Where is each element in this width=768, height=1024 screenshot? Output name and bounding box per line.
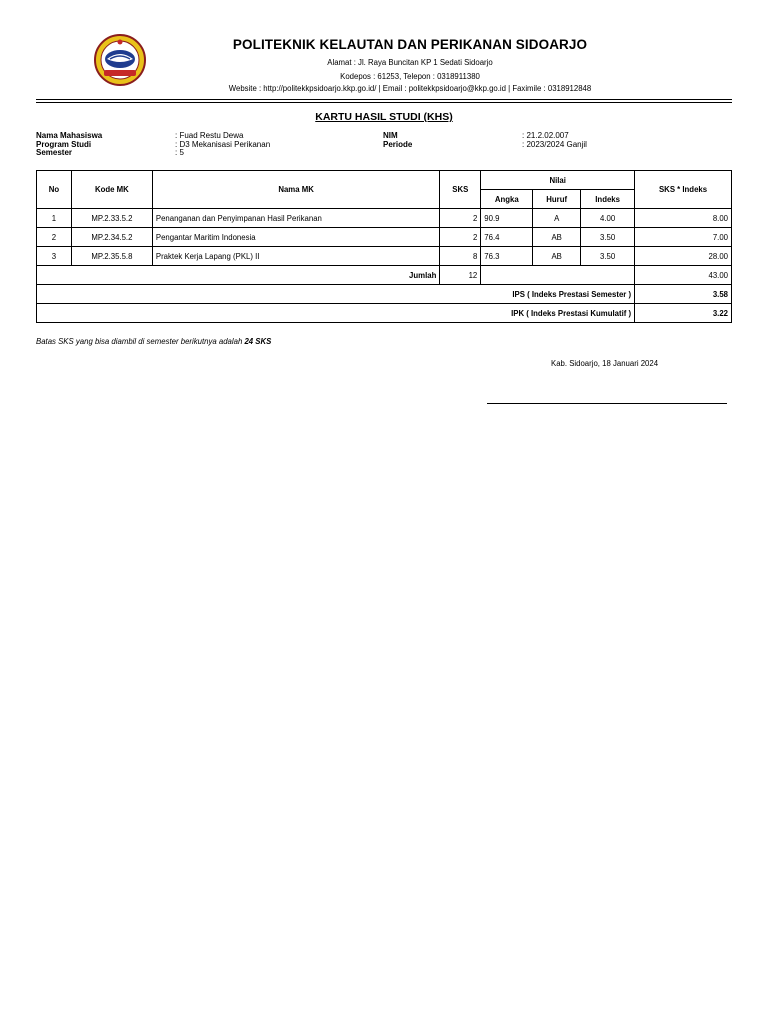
semester-value: : 5 — [175, 148, 184, 157]
header-nilai: Nilai — [481, 171, 635, 190]
cell-sks-indeks: 28.00 — [635, 247, 732, 266]
program-label: Program Studi — [36, 139, 92, 149]
student-info-values-left — [175, 132, 270, 158]
cell-no: 3 — [37, 247, 72, 266]
ips-value: 3.58 — [635, 285, 732, 304]
cell-angka: 76.3 — [481, 247, 533, 266]
header-angka: Angka — [481, 190, 533, 209]
table-header-row — [37, 171, 732, 190]
total-sks-indeks: 43.00 — [635, 266, 732, 285]
cell-huruf: AB — [533, 247, 581, 266]
institution-address: Alamat : Jl. Raya Buncitan KP 1 Sedati Sidoarjo — [327, 58, 493, 67]
cell-indeks: 4.00 — [581, 209, 635, 228]
cell-nama-mk: Praktek Kerja Lapang (PKL) II — [152, 247, 439, 266]
total-row — [37, 266, 732, 285]
header-indeks: Indeks — [581, 190, 635, 209]
cell-indeks: 3.50 — [581, 247, 635, 266]
cell-sks: 2 — [440, 209, 481, 228]
sks-limit-value: 24 SKS — [244, 337, 272, 346]
total-label: Jumlah — [37, 266, 440, 285]
cell-huruf: AB — [533, 228, 581, 247]
table-row — [37, 228, 732, 247]
sks-limit-note-text: Batas SKS yang bisa diambil di semester berikutnya adalah — [36, 337, 245, 346]
ips-label: IPS ( Indeks Prestasi Semester ) — [37, 285, 635, 304]
student-name-label: Nama Mahasiswa — [36, 131, 103, 140]
cell-nama-mk: Pengantar Maritim Indonesia — [152, 228, 439, 247]
student-name-value: : Fuad Restu Dewa — [175, 131, 244, 140]
institution-seal-icon — [92, 34, 148, 86]
header-nama-mk: Nama MK — [152, 171, 439, 209]
student-info-labels-left — [36, 132, 102, 158]
cell-angka: 90.9 — [481, 209, 533, 228]
semester-label: Semester — [36, 148, 73, 157]
table-row — [37, 209, 732, 228]
cell-nama-mk: Penanganan dan Penyimpanan Hasil Perikanan — [152, 209, 439, 228]
ipk-label: IPK ( Indeks Prestasi Kumulatif ) — [37, 304, 635, 323]
cell-indeks: 3.50 — [581, 228, 635, 247]
cell-no: 2 — [37, 228, 72, 247]
table-row — [37, 247, 732, 266]
cell-kode-mk: MP.2.35.5.8 — [71, 247, 152, 266]
cell-sks: 2 — [440, 228, 481, 247]
header-divider-bottom — [36, 102, 732, 103]
nim-label: NIM — [383, 131, 398, 140]
header-divider-top — [36, 99, 732, 100]
document-title: KARTU HASIL STUDI (KHS) — [315, 111, 453, 123]
institution-name: POLITEKNIK KELAUTAN DAN PERIKANAN SIDOARJO — [232, 37, 588, 52]
signature-line — [487, 403, 727, 404]
cell-no: 1 — [37, 209, 72, 228]
cell-kode-mk: MP.2.34.5.2 — [71, 228, 152, 247]
header-huruf: Huruf — [533, 190, 581, 209]
institution-postal-phone: Kodepos : 61253, Telepon : 0318911380 — [340, 72, 480, 81]
cell-kode-mk: MP.2.33.5.2 — [71, 209, 152, 228]
total-empty — [481, 266, 635, 285]
cell-huruf: A — [533, 209, 581, 228]
student-info-values-right — [522, 132, 587, 149]
header-no: No — [37, 171, 72, 209]
institution-contact: Website : http://politekkpsidoarjo.kkp.go.id/ | Email : politekkpsidoarjo@kkp.go.id | Faximile : 0318912848 — [228, 84, 592, 93]
cell-sks: 8 — [440, 247, 481, 266]
ipk-row — [37, 304, 732, 323]
header-sks: SKS — [440, 171, 481, 209]
header-kode-mk: Kode MK — [71, 171, 152, 209]
sks-limit-note — [36, 337, 271, 346]
ips-row — [37, 285, 732, 304]
period-label: Periode — [383, 139, 413, 149]
program-value: : D3 Mekanisasi Perikanan — [175, 139, 271, 149]
cell-sks-indeks: 7.00 — [635, 228, 732, 247]
place-date: Kab. Sidoarjo, 18 Januari 2024 — [551, 359, 659, 368]
cell-angka: 76.4 — [481, 228, 533, 247]
ipk-value: 3.22 — [635, 304, 732, 323]
period-value: : 2023/2024 Ganjil — [522, 139, 587, 149]
student-info-labels-right — [383, 132, 412, 149]
header-sks-indeks: SKS * Indeks — [635, 171, 732, 209]
cell-sks-indeks: 8.00 — [635, 209, 732, 228]
total-sks: 12 — [440, 266, 481, 285]
nim-value: : 21.2.02.007 — [522, 131, 569, 140]
khs-table — [36, 170, 732, 323]
